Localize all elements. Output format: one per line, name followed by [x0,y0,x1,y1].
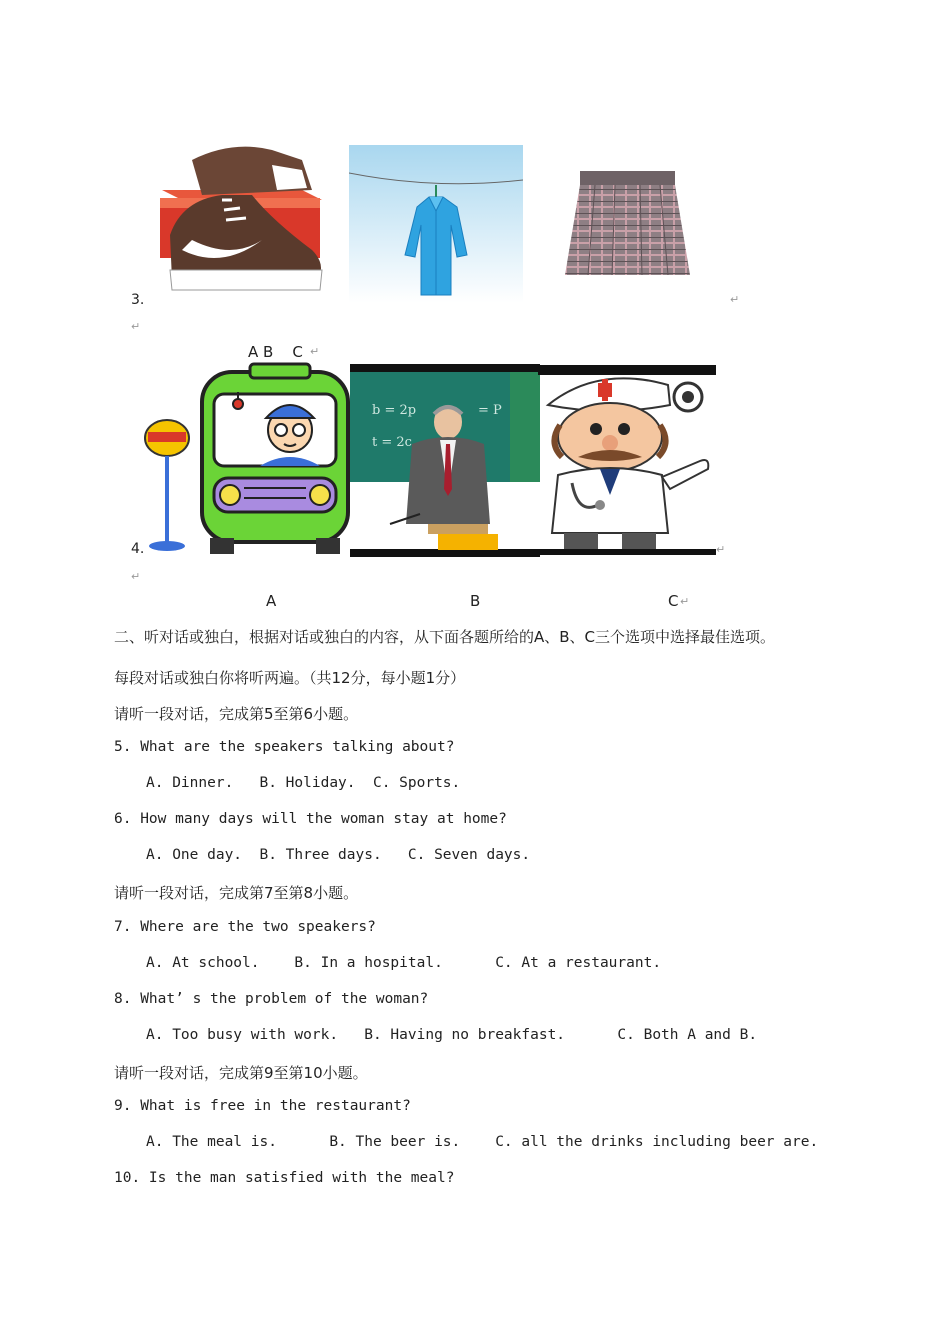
section-2-instruction: 二、听对话或独白，根据对话或独白的内容，从下面各题所给的A、B、C三个选项中选择最佳选项。 [114,628,776,646]
question-10: 10. Is the man satisfied with the meal? [114,1170,455,1186]
q4-label-b: B [470,592,481,610]
question-5: 5. What are the speakers talking about? [114,739,455,755]
q4-label-a: A [266,592,277,610]
doctor-icon [538,365,716,557]
return-mark: ↵ [680,595,690,608]
question-6: 6. How many days will the woman stay at home? [114,811,507,827]
return-mark: ↵ [310,345,320,358]
question-6-options: A. One day. B. Three days. C. Seven days. [146,847,531,863]
bus-driver-icon [140,362,352,556]
question-5-options: A. Dinner. B. Holiday. C. Sports. [146,775,461,791]
dialogue-intro: 请听一段对话，完成第5至第6小题。 [114,705,359,723]
svg-text:b = 2p: b = 2p [372,403,417,418]
question-9-options: A. The meal is. B. The beer is. C. all the drinks including beer are. [146,1134,819,1150]
question-7: 7. Where are the two speakers? [114,919,376,935]
return-mark: ↵ [730,293,740,306]
sneakers-icon [152,140,332,300]
shirt-on-line-icon [349,145,523,303]
question-9: 9. What is free in the restaurant? [114,1098,411,1114]
question-8: 8. What’ s the problem of the woman? [114,991,429,1007]
question-8-options: A. Too busy with work. B. Having no breakfast. C. Both A and B. [146,1027,758,1043]
section-2-instruction-cont: 每段对话或独白你将听两遍。（共12分，每小题1分） [114,669,466,687]
return-mark: ↵ [131,570,141,583]
question-7-options: A. At school. B. In a hospital. C. At a restaurant. [146,955,662,971]
svg-text:= P: = P [478,403,502,418]
plaid-skirt-icon [560,165,695,285]
dialogue-intro: 请听一段对话，完成第7至第8小题。 [114,884,359,902]
q4-label-c: C [668,592,679,610]
svg-text:t = 2c: t = 2c [372,435,412,450]
question-4-number: 4. [131,541,145,557]
return-mark: ↵ [131,320,141,333]
return-mark: ↵ [716,543,726,556]
dialogue-intro: 请听一段对话，完成第9至第10小题。 [114,1064,368,1082]
question-3-number: 3. [131,292,145,308]
teacher-icon [350,364,540,557]
question-4-header-labels: A B C [248,343,303,361]
